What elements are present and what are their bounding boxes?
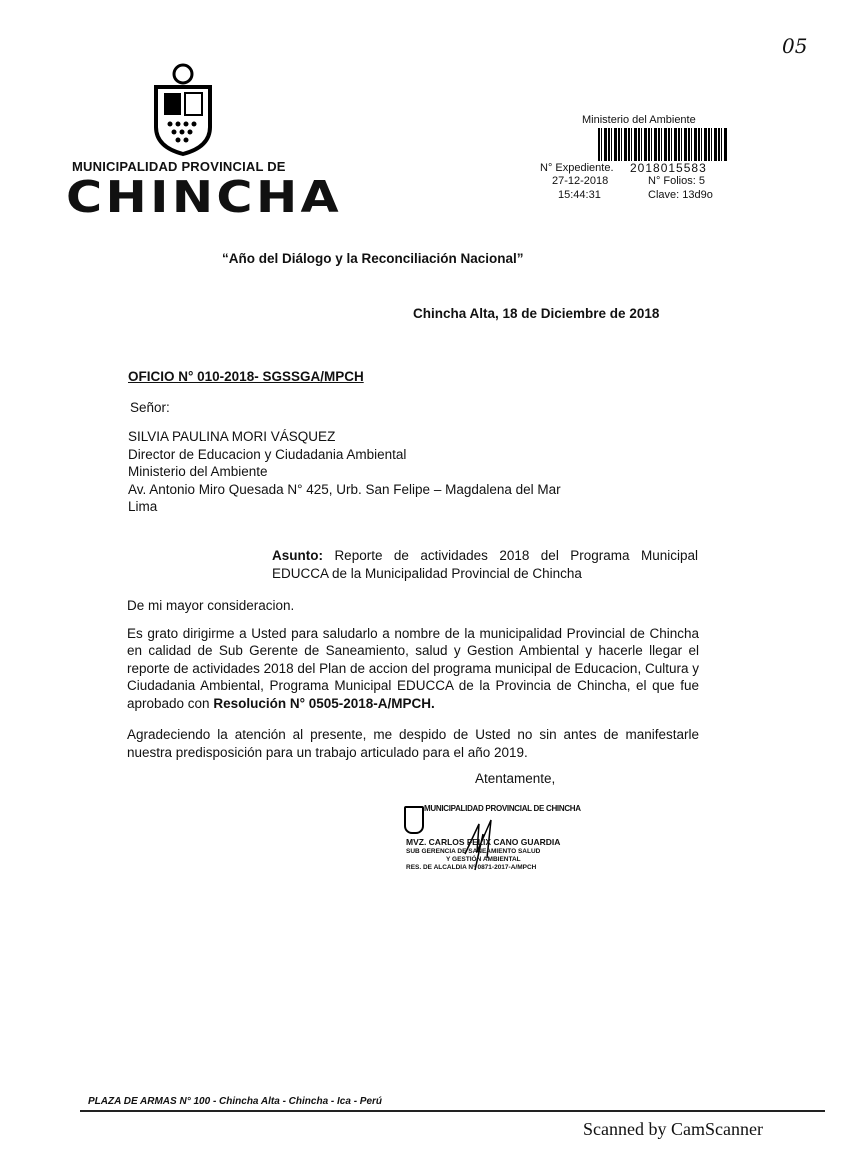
date-line: Chincha Alta, 18 de Diciembre de 2018 bbox=[413, 306, 660, 321]
closing: Atentamente, bbox=[475, 771, 556, 786]
signer-position-2: Y GESTIÓN AMBIENTAL bbox=[446, 856, 521, 863]
recipient-city: Lima bbox=[128, 499, 158, 514]
signature-stamp-header: MUNICIPALIDAD PROVINCIAL DE CHINCHA bbox=[424, 804, 581, 813]
footer-address: PLAZA DE ARMAS N° 100 - Chincha Alta - Chincha - Ica - Perú bbox=[88, 1096, 383, 1107]
barcode bbox=[598, 128, 728, 161]
stamp-institution: Ministerio del Ambiente bbox=[582, 114, 696, 126]
subject-block bbox=[272, 547, 698, 582]
stamp-time: 15:44:31 bbox=[558, 189, 601, 201]
motto: “Año del Diálogo y la Reconciliación Nacional” bbox=[222, 251, 524, 266]
body-paragraph-2: Agradeciendo la atención al presente, me despido de Usted no sin antes de manifestarle nuestra predisposición para un trabajo articulado para el año 2019. bbox=[127, 727, 699, 760]
handwritten-page-number: 05 bbox=[782, 34, 808, 58]
stamp-clave: Clave: 13d9o bbox=[648, 189, 713, 201]
letterhead-line2: CHINCHA bbox=[66, 172, 343, 223]
footer-rule bbox=[80, 1110, 825, 1112]
stamp-folios: N° Folios: 5 bbox=[648, 175, 705, 187]
recipient-block bbox=[128, 428, 561, 516]
recipient-address: Av. Antonio Miro Quesada N° 425, Urb. San Felipe – Magdalena del Mar bbox=[128, 481, 561, 497]
recipient-title: Director de Educacion y Ciudadania Ambiental bbox=[128, 446, 407, 462]
subject-label: Asunto: bbox=[272, 548, 323, 563]
letter-body bbox=[127, 597, 699, 788]
stamp-expediente-label: N° Expediente. bbox=[540, 162, 614, 174]
body-paragraph-1 bbox=[127, 625, 699, 713]
signer-name: MVZ. CARLOS FELIX CANO GUARDIA bbox=[406, 837, 561, 847]
resolution-reference: Resolución N° 0505-2018-A/MPCH. bbox=[213, 695, 435, 711]
paragraph-text: Es grato dirigirme a Usted para saludarlo a nombre de la municipalidad Provincial de Chincha en calidad de Sub Gerente de Saneamiento, salud y Gestion Ambiental y hacerle llegar el reporte de actividades 2018 del Plan de accion del programa municipal de Educacion, Cultura y Ciudadania Ambiental, Programa Municipal EDUCCA de la Provincia de Chincha, el que fue aprobado con bbox=[127, 625, 699, 711]
greeting: De mi mayor consideracion. bbox=[127, 598, 295, 613]
signer-position-1: SUB GERENCIA DE SANEAMIENTO SALUD bbox=[406, 848, 541, 855]
signer-resolution: RES. DE ALCALDIA N° 0871-2017-A/MPCH bbox=[406, 864, 537, 871]
stamp-expediente-number: 2018015583 bbox=[630, 161, 707, 175]
letterhead-line1: MUNICIPALIDAD PROVINCIAL DE bbox=[72, 159, 286, 174]
signature-stamp bbox=[402, 802, 587, 874]
municipal-crest-logo bbox=[148, 62, 218, 157]
recipient-name: SILVIA PAULINA MORI VÁSQUEZ bbox=[128, 429, 336, 444]
reception-stamp bbox=[530, 104, 780, 214]
reference-number: OFICIO N° 010-2018- SGSSGA/MPCH bbox=[128, 369, 364, 384]
scanner-watermark: Scanned by CamScanner bbox=[583, 1119, 763, 1139]
recipient-institution: Ministerio del Ambiente bbox=[128, 464, 268, 479]
stamp-date: 27-12-2018 bbox=[552, 175, 609, 187]
salutation: Señor: bbox=[130, 400, 170, 415]
stamp-crest-icon bbox=[404, 806, 424, 834]
subject-text: Reporte de actividades 2018 del Programa Municipal EDUCCA de la Municipalidad Provincial de Chincha bbox=[272, 548, 698, 581]
